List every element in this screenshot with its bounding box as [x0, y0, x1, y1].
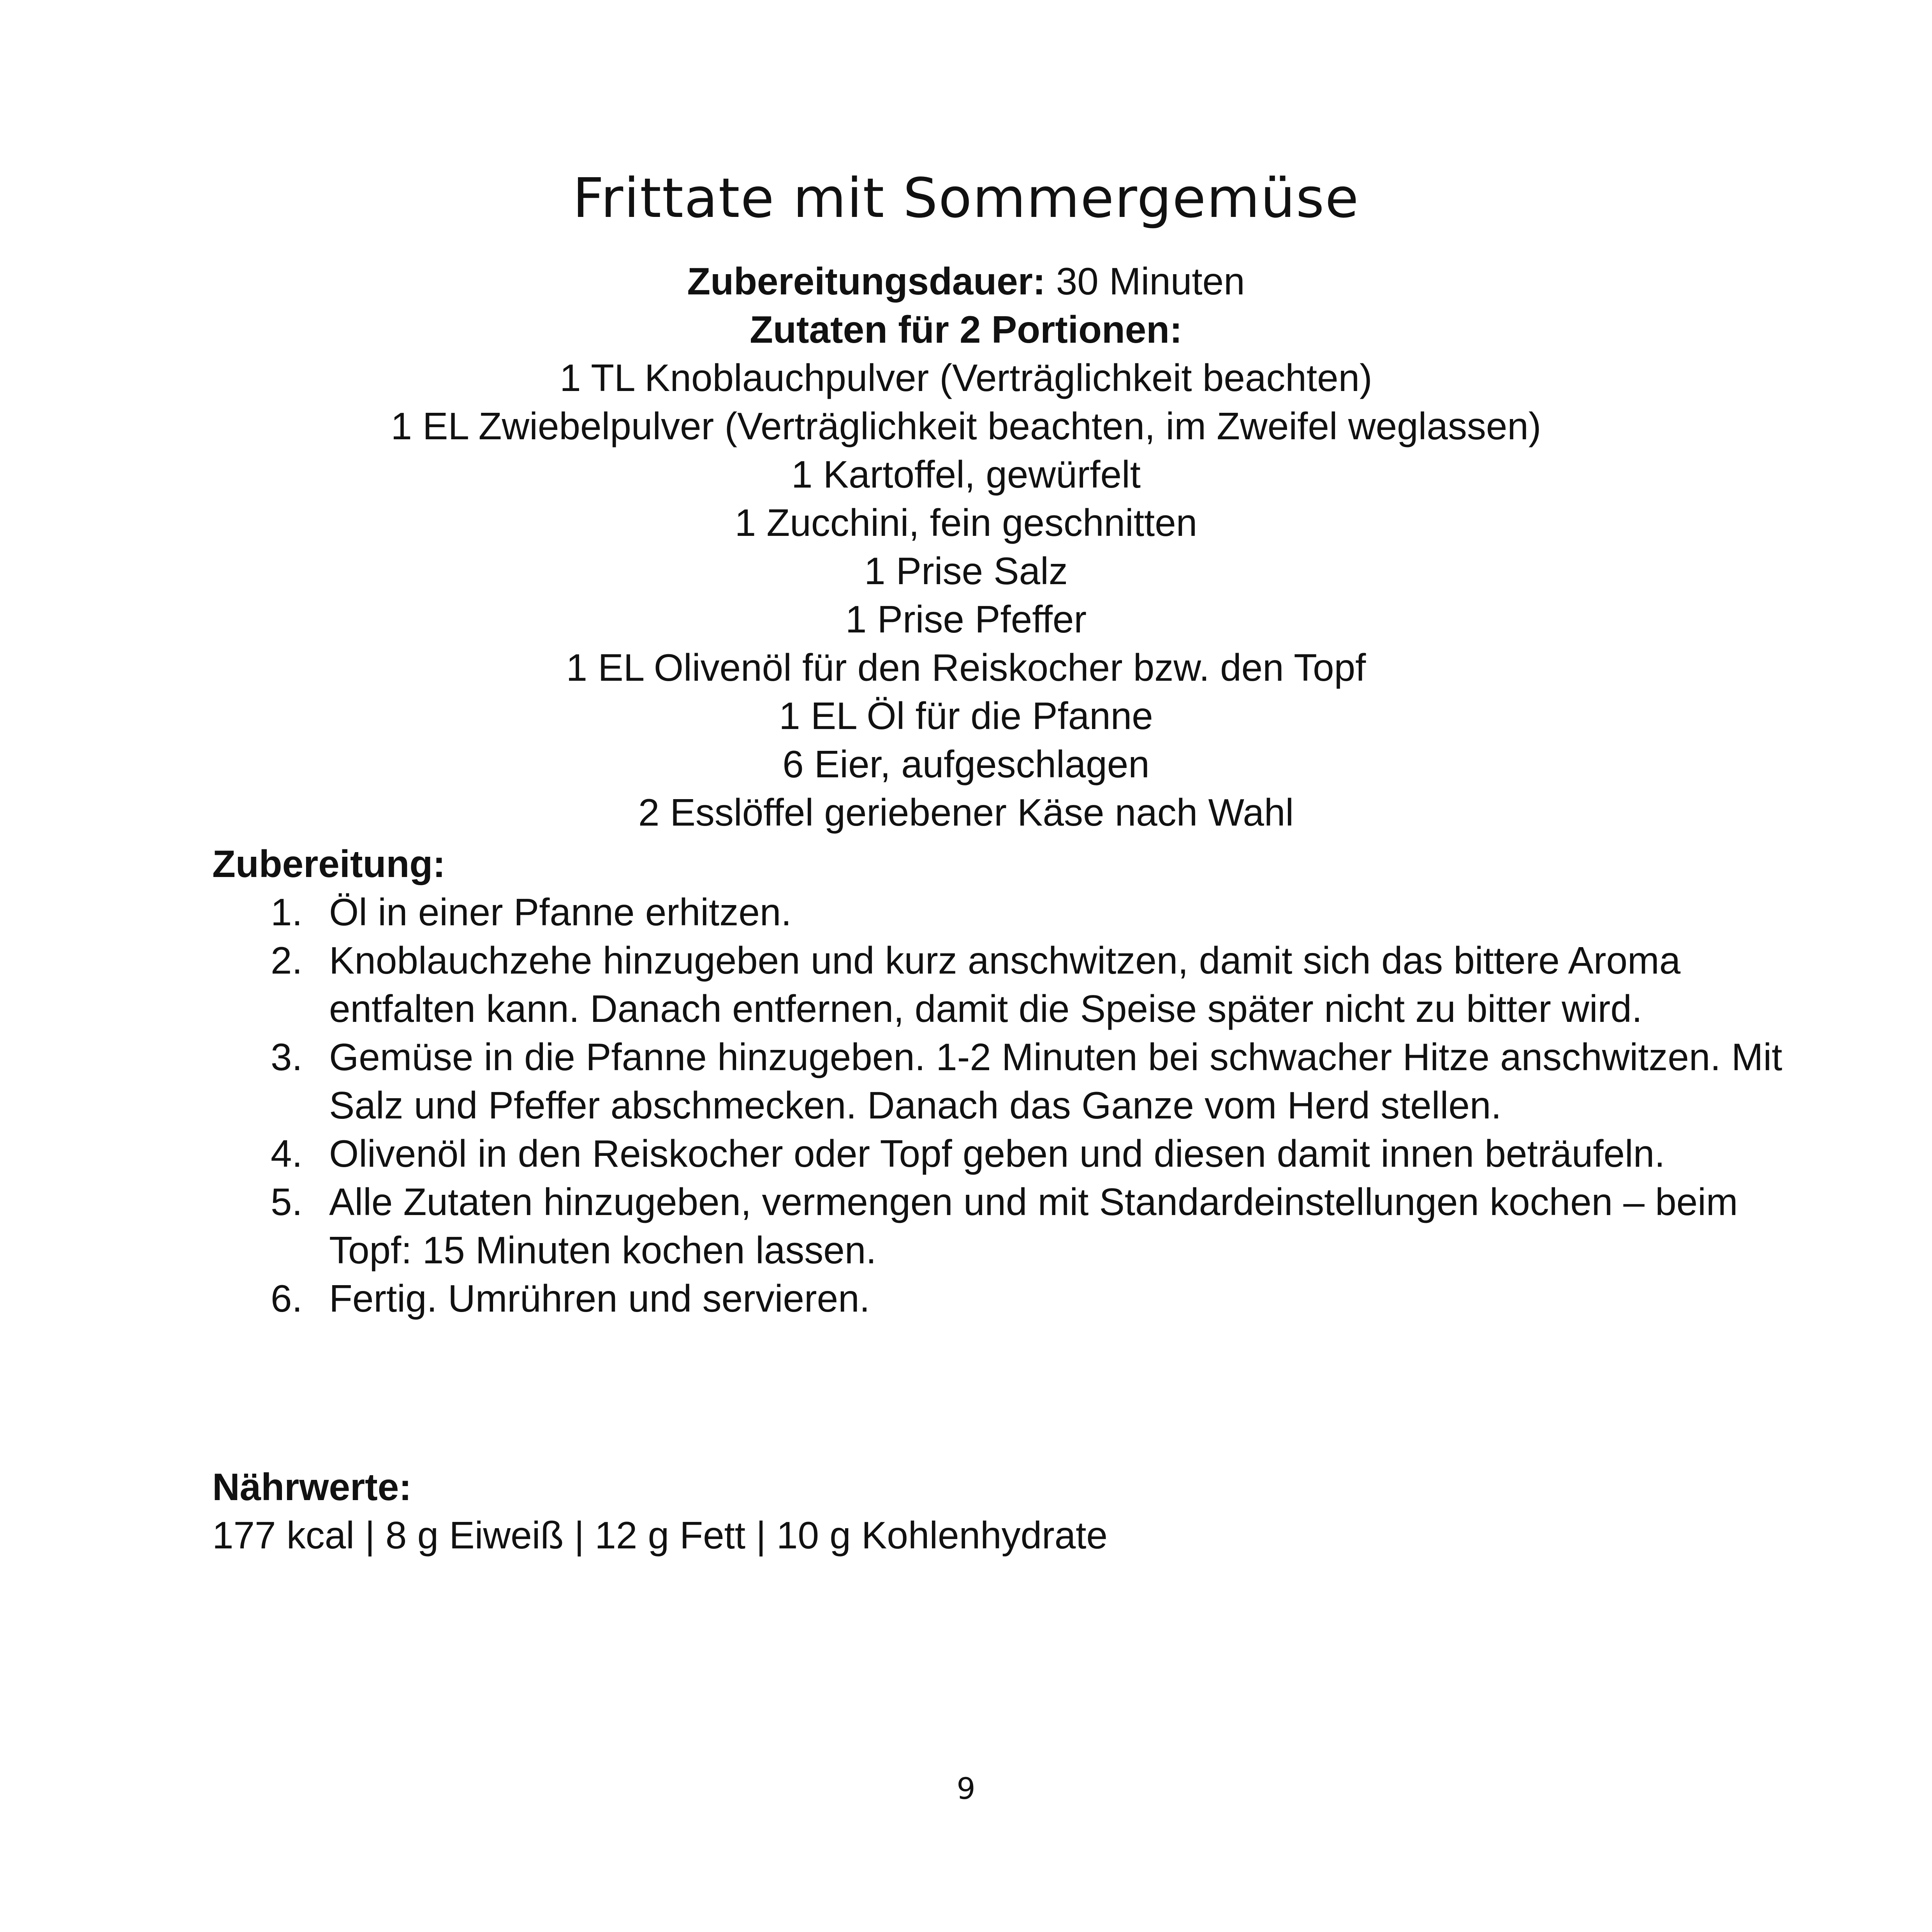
step-text: Olivenöl in den Reiskocher oder Topf geben und diesen damit innen beträufeln. — [329, 1132, 1665, 1175]
step-text: Alle Zutaten hinzugeben, vermengen und mit Standardeinstellungen kochen – beim Topf: 15 Minuten kochen lassen. — [329, 1180, 1738, 1272]
step-text: Knoblauchzehe hinzugeben und kurz anschwitzen, damit sich das bittere Aroma entfalten kann. Danach entfernen, damit die Speise später nicht zu bitter wird. — [329, 939, 1681, 1030]
ingredient-item: 1 EL Zwiebelpulver (Verträglichkeit beachten, im Zweifel weglassen) — [391, 405, 1541, 447]
ingredient-item: 1 Prise Pfeffer — [845, 598, 1087, 641]
ingredient-item: 1 Prise Salz — [864, 549, 1068, 592]
ingredient-item: 1 EL Öl für die Pfanne — [779, 694, 1153, 737]
ingredients-heading: Zutaten für 2 Portionen: — [750, 308, 1182, 351]
ingredient-item: 6 Eier, aufgeschlagen — [782, 743, 1150, 785]
preparation-steps — [212, 888, 1809, 1323]
recipe-title: Frittate mit Sommergemüse — [572, 167, 1360, 230]
ingredient-item: 1 EL Olivenöl für den Reiskocher bzw. den Topf — [566, 646, 1366, 689]
ingredient-item: 1 TL Knoblauchpulver (Verträglichkeit beachten) — [560, 356, 1372, 399]
ingredient-item: 2 Esslöffel geriebener Käse nach Wahl — [638, 791, 1294, 834]
page-number: 9 — [956, 1771, 976, 1806]
prep-time-label: Zubereitungsdauer: — [687, 260, 1046, 303]
step-item — [212, 1033, 1809, 1129]
nutrition-values: 177 kcal | 8 g Eiweiß | 12 g Fett | 10 g Kohlenhydrate — [212, 1514, 1108, 1557]
step-item — [212, 888, 1809, 936]
step-number: 1. — [271, 891, 303, 933]
step-item — [212, 1274, 1809, 1323]
step-number: 6. — [271, 1277, 303, 1320]
prep-time-value: 30 Minuten — [1045, 260, 1245, 303]
step-number: 5. — [271, 1180, 303, 1223]
ingredient-item: 1 Kartoffel, gewürfelt — [791, 453, 1141, 496]
prep-time-line — [0, 257, 1932, 305]
step-text: Fertig. Umrühren und servieren. — [329, 1277, 870, 1320]
step-text: Gemüse in die Pfanne hinzugeben. 1-2 Minuten bei schwacher Hitze anschwitzen. Mit Salz und Pfeffer abschmecken. Danach das Ganze vom Herd stellen. — [329, 1036, 1782, 1127]
step-number: 3. — [271, 1036, 303, 1078]
step-item — [212, 936, 1809, 1033]
recipe-header-block — [0, 257, 1932, 837]
ingredient-item: 1 Zucchini, fein geschnitten — [734, 501, 1198, 544]
step-number: 4. — [271, 1132, 303, 1175]
nutrition-heading: Nährwerte: — [212, 1465, 412, 1508]
step-text: Öl in einer Pfanne erhitzen. — [329, 891, 792, 933]
preparation-heading: Zubereitung: — [212, 842, 446, 885]
step-number: 2. — [271, 939, 303, 982]
step-item — [212, 1178, 1809, 1274]
step-item — [212, 1129, 1809, 1178]
